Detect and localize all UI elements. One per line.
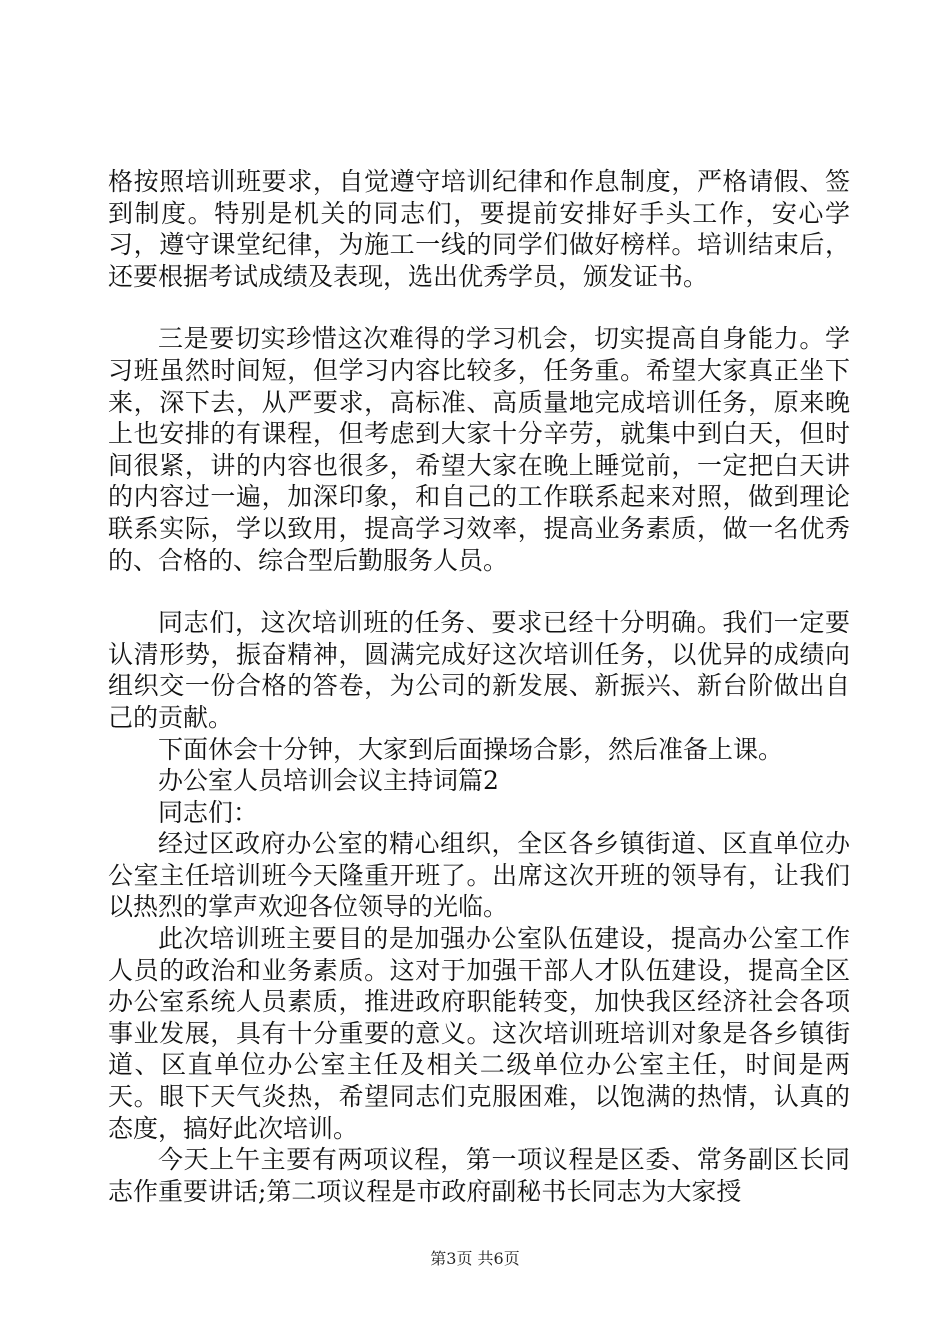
paragraph-break-notice: 下面休会十分钟，大家到后面操场合影，然后准备上课。 — [158, 734, 784, 764]
paragraph-opening: 经过区政府办公室的精心组织，全区各乡镇街道、区直单位办公室主任培训班今天隆重开班了。出席这次开班的领导有，让我们以热烈的掌声欢迎各位领导的光临。 — [108, 829, 850, 922]
section-heading: 办公室人员培训会议主持词篇2 — [158, 766, 499, 796]
page-footer: 第3页 共6页 — [430, 1249, 520, 1268]
salutation: 同志们： — [158, 797, 259, 827]
document-body — [108, 166, 850, 1207]
paragraph-continuation: 格按照培训班要求，自觉遵守培训纪律和作息制度，严格请假、签到制度。特别是机关的同志们，要提前安排好手头工作，安心学习，遵守课堂纪律，为施工一线的同学们做好榜样。培训结束后，还要根据考试成绩及表现，选出优秀学员，颁发证书。 — [108, 167, 850, 291]
paragraph-agenda: 今天上午主要有两项议程，第一项议程是区委、常务副区长同志作重要讲话;第二项议程是市政府副秘书长同志为大家授 — [108, 1145, 850, 1206]
paragraph-purpose: 此次培训班主要目的是加强办公室队伍建设，提高办公室工作人员的政治和业务素质。这对于加强干部人才队伍建设，提高全区办公室系统人员素质，推进政府职能转变，加快我区经济社会各项事业发展，具有十分重要的意义。这次培训班培训对象是各乡镇街道、区直单位办公室主任及相关二级单位办公室主任，时间是两天。眼下天气炎热，希望同志们克服困难，以饱满的热情，认真的态度，搞好此次培训。 — [108, 924, 850, 1143]
paragraph-point-three: 三是要切实珍惜这次难得的学习机会，切实提高自身能力。学习班虽然时间短，但学习内容比较多，任务重。希望大家真正坐下来，深下去，从严要求，高标准、高质量地完成培训任务，原来晚上也安排的有课程，但考虑到大家十分辛劳，就集中到白天，但时间很紧，讲的内容也很多，希望大家在晚上睡觉前，一定把白天讲的内容过一遍，加深印象，和自己的工作联系起来对照，做到理论联系实际，学以致用，提高学习效率，提高业务素质，做一名优秀的、合格的、综合型后勤服务人员。 — [108, 324, 850, 575]
paragraph-closing: 同志们，这次培训班的任务、要求已经十分明确。我们一定要认清形势，振奋精神，圆满完成好这次培训任务，以优异的成绩向组织交一份合格的答卷，为公司的新发展、新振兴、新台阶做出自己的贡献。 — [108, 608, 850, 732]
